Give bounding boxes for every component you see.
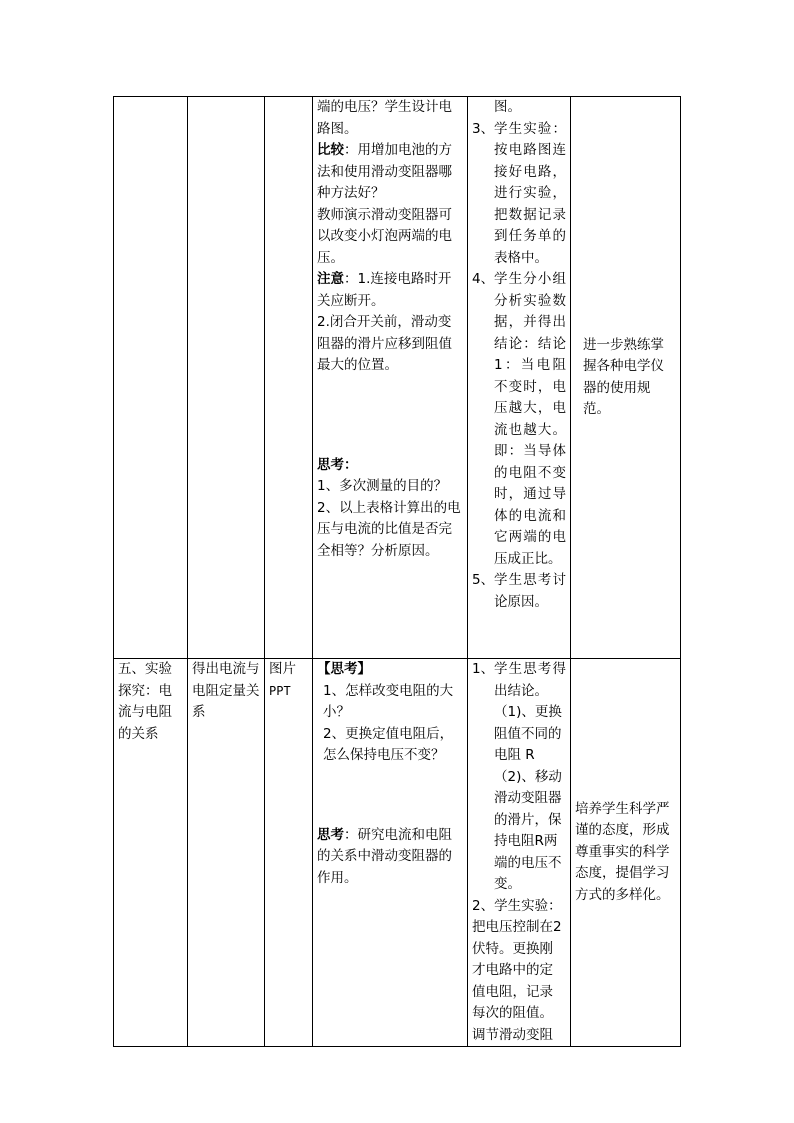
list-text: 学生思考讨论原因。 [494, 572, 566, 610]
design-intent-text: 进一步熟练掌握各种电学仪器的使用规范。 [583, 336, 664, 417]
goal-text: 得出电流与电阻定量关系 [192, 661, 260, 720]
compare-label: 比较 [317, 142, 344, 158]
spacer [317, 377, 463, 455]
sub-item-1: （1)、更换阻值不同的电阻 R [494, 704, 562, 763]
think-label: 思考 [317, 456, 344, 473]
list-item-2: 2、学生实验：把电压控制在2伏特。更换刚才电路中的定值电阻，记录每次的阻值。调节滑动变阻 [472, 897, 562, 1043]
list-item [472, 570, 566, 613]
table-row [114, 659, 681, 1047]
question-2: 2、更换定值电阻后，怎么保持电压不变？ [323, 725, 454, 763]
student-text-top: 图。 [494, 99, 521, 115]
cell-student-activity [468, 659, 571, 1047]
design-intent-text: 培养学生科学严谨的态度，形成尊重事实的科学态度，提倡学习方式的多样化。 [575, 800, 670, 903]
list-number: 3、 [472, 120, 495, 137]
question-1: 1、怎样改变电阻的大小？ [323, 682, 454, 720]
note-label: 注意 [317, 271, 344, 287]
cell-goal [188, 97, 265, 659]
list-text: 学生实验：按电路图连接好电路，进行实验，把数据记录到任务单的表格中。 [494, 120, 566, 266]
stage-title: 五、实验探究：电流与电阻的关系 [118, 661, 172, 742]
spacer [317, 767, 463, 825]
cell-student-activity [468, 97, 571, 659]
list-item [472, 119, 566, 270]
cell-teacher-activity [313, 97, 468, 659]
think-heading [317, 455, 463, 477]
cell-goal [188, 659, 265, 1047]
demo-text: 教师演示滑动变阻器可以改变小灯泡两端的电压。 [317, 206, 452, 266]
think-item-2: 2、以上表格计算出的电压与电流的比值是否完全相等？分析原因。 [317, 499, 461, 559]
media-item-1: 图片 [269, 661, 296, 677]
cell-design-intent [571, 659, 681, 1047]
note-paragraph [317, 269, 463, 312]
list-number: 1、 [472, 661, 495, 677]
list-item [472, 659, 566, 702]
lesson-plan-table [113, 96, 681, 1047]
compare-paragraph [317, 140, 463, 205]
cell-media [265, 659, 313, 1047]
cell-teacher-activity [313, 659, 468, 1047]
list-text: 学生思考得出结论。 [494, 661, 566, 699]
cell-design-intent [571, 97, 681, 659]
list-text: 学生分小组分析实验数据，并得出结论：结论1：当电阻不变时，电压越大，电流也越大。即：当导体的电阻不变时，通过导体的电流和它两端的电压成正比。 [494, 271, 566, 567]
note-item-1: ：1.连接电路时开关应断开。 [317, 271, 452, 309]
compare-text: ：用增加电池的方法和使用滑动变阻器哪种方法好？ [317, 142, 452, 201]
list-number: 4、 [472, 271, 495, 287]
cell-stage [114, 97, 188, 659]
think-colon: ： [344, 456, 358, 473]
cell-media [265, 97, 313, 659]
think-heading: 【思考】 [317, 661, 371, 677]
note-item-2: 2.闭合开关前，滑动变阻器的滑片应移到阻值最大的位置。 [317, 314, 452, 373]
cell-stage [114, 659, 188, 1047]
table-row [114, 97, 681, 659]
think-paragraph [317, 825, 463, 890]
think-item-1: 1、多次测量的目的？ [317, 478, 448, 494]
list-number: 5、 [472, 572, 495, 588]
think-label: 思考 [317, 826, 344, 843]
teacher-text: 端的电压？学生设计电路图。 [317, 99, 452, 137]
list-item [472, 269, 566, 570]
sub-item-2: （2)、移动滑动变阻器的滑片，保持电阻R两端的电压不变。 [494, 768, 562, 892]
media-item-2: PPT [269, 683, 291, 698]
think-text: ：研究电流和电阻的关系中滑动变阻器的作用。 [317, 826, 452, 886]
